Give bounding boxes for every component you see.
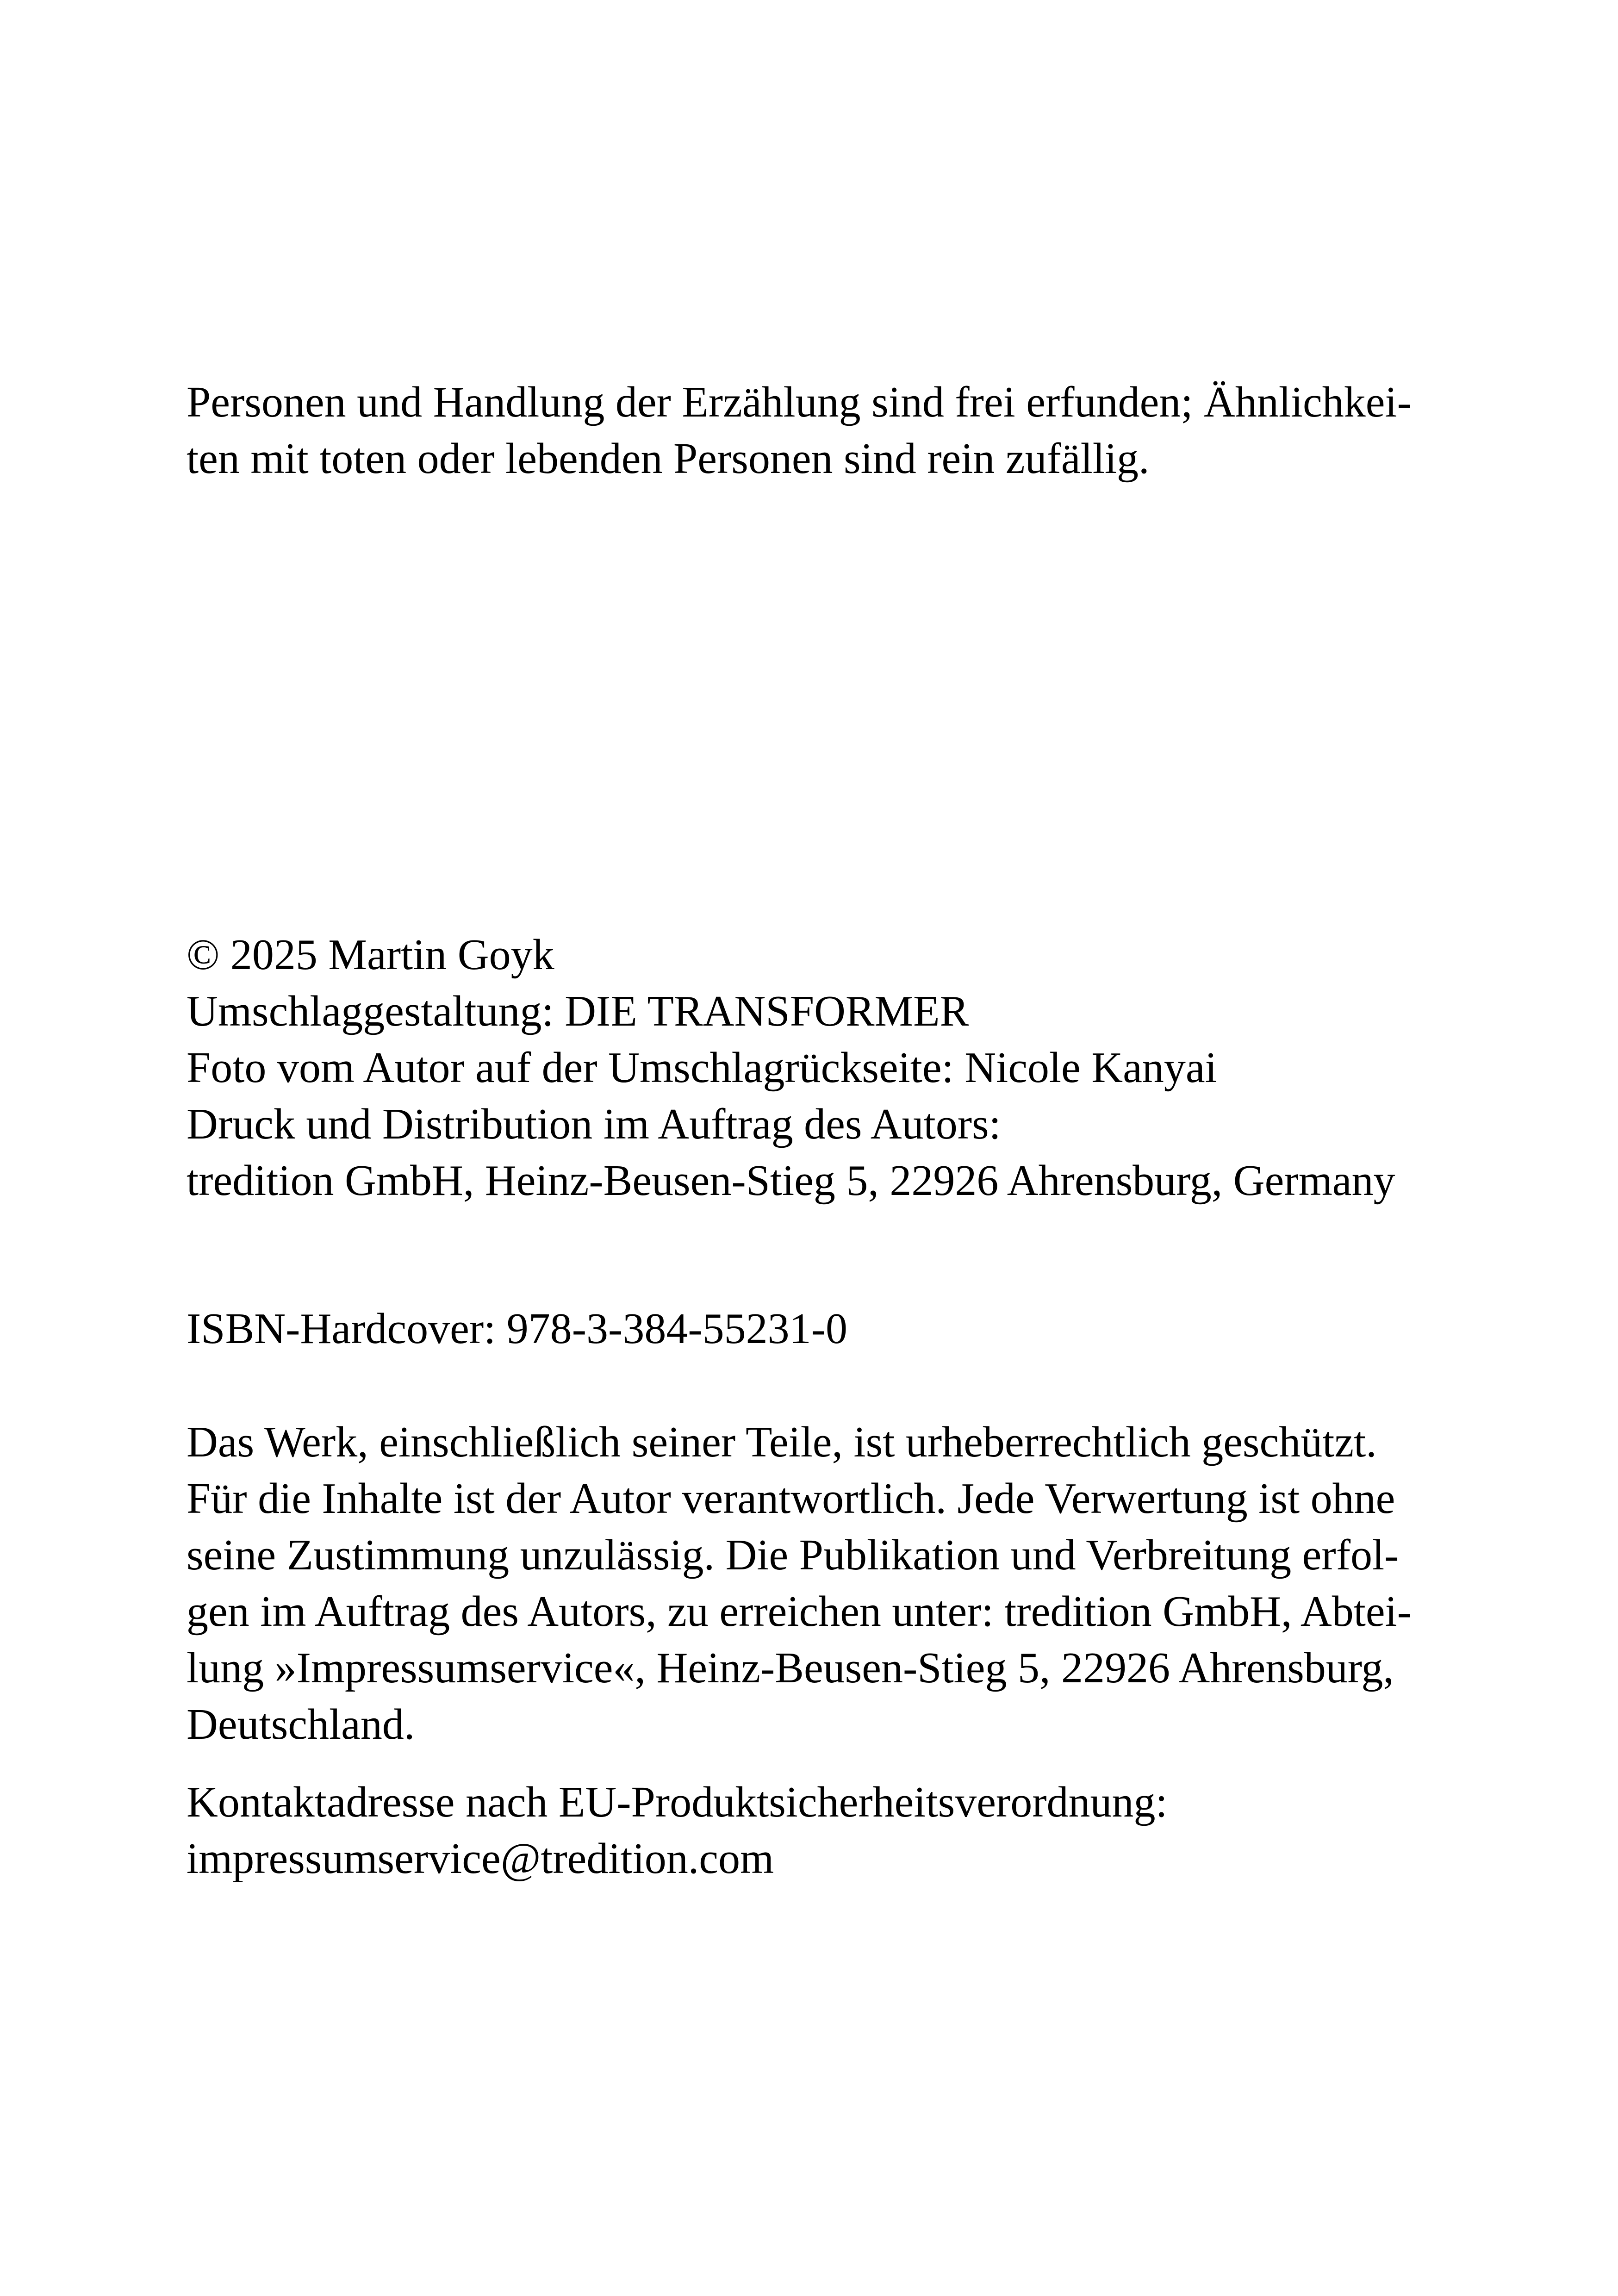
publisher-address: tredition GmbH, Heinz-Beusen-Stieg 5, 22926 Ahrensburg, Germany xyxy=(187,1157,1395,1205)
print-distribution-note: Druck und Distribution im Auftrag des Autors: xyxy=(187,1100,1001,1148)
contact-block xyxy=(187,1774,1445,1887)
rights-line: seine Zustimmung unzulässig. Die Publikation und Verbreitung erfol- xyxy=(187,1531,1399,1579)
copyright-notice: © 2025 Martin Goyk xyxy=(187,931,554,979)
rights-line: gen im Auftrag des Autors, zu erreichen unter: tredition GmbH, Abtei- xyxy=(187,1587,1412,1636)
credits-block xyxy=(187,927,1445,1209)
photo-credit: Foto vom Autor auf der Umschlagrückseite: Nicole Kanyai xyxy=(187,1044,1217,1092)
rights-line: Für die Inhalte ist der Autor verantwortlich. Jede Verwertung ist ohne xyxy=(187,1475,1395,1523)
disclaimer-line: ten mit toten oder lebenden Personen sind rein zufällig. xyxy=(187,435,1150,483)
isbn-text: ISBN-Hardcover: 978-3-384-55231-0 xyxy=(187,1305,847,1353)
copyright-rights-paragraph xyxy=(187,1414,1445,1753)
cover-design-credit: Umschlaggestaltung: DIE TRANSFORMER xyxy=(187,987,969,1035)
fiction-disclaimer xyxy=(187,374,1445,487)
rights-line: lung »Impressumservice«, Heinz-Beusen-Stieg 5, 22926 Ahrensburg, xyxy=(187,1644,1394,1692)
contact-email: impressumservice@tredition.com xyxy=(187,1835,774,1883)
rights-line: Deutschland. xyxy=(187,1700,415,1748)
isbn-line xyxy=(187,1300,1445,1357)
disclaimer-line: Personen und Handlung der Erzählung sind frei erfunden; Ähnlichkei- xyxy=(187,378,1412,426)
rights-line: Das Werk, einschließlich seiner Teile, ist urheberrechtlich geschützt. xyxy=(187,1418,1377,1466)
contact-label: Kontaktadresse nach EU-Produktsicherheitsverordnung: xyxy=(187,1778,1168,1826)
